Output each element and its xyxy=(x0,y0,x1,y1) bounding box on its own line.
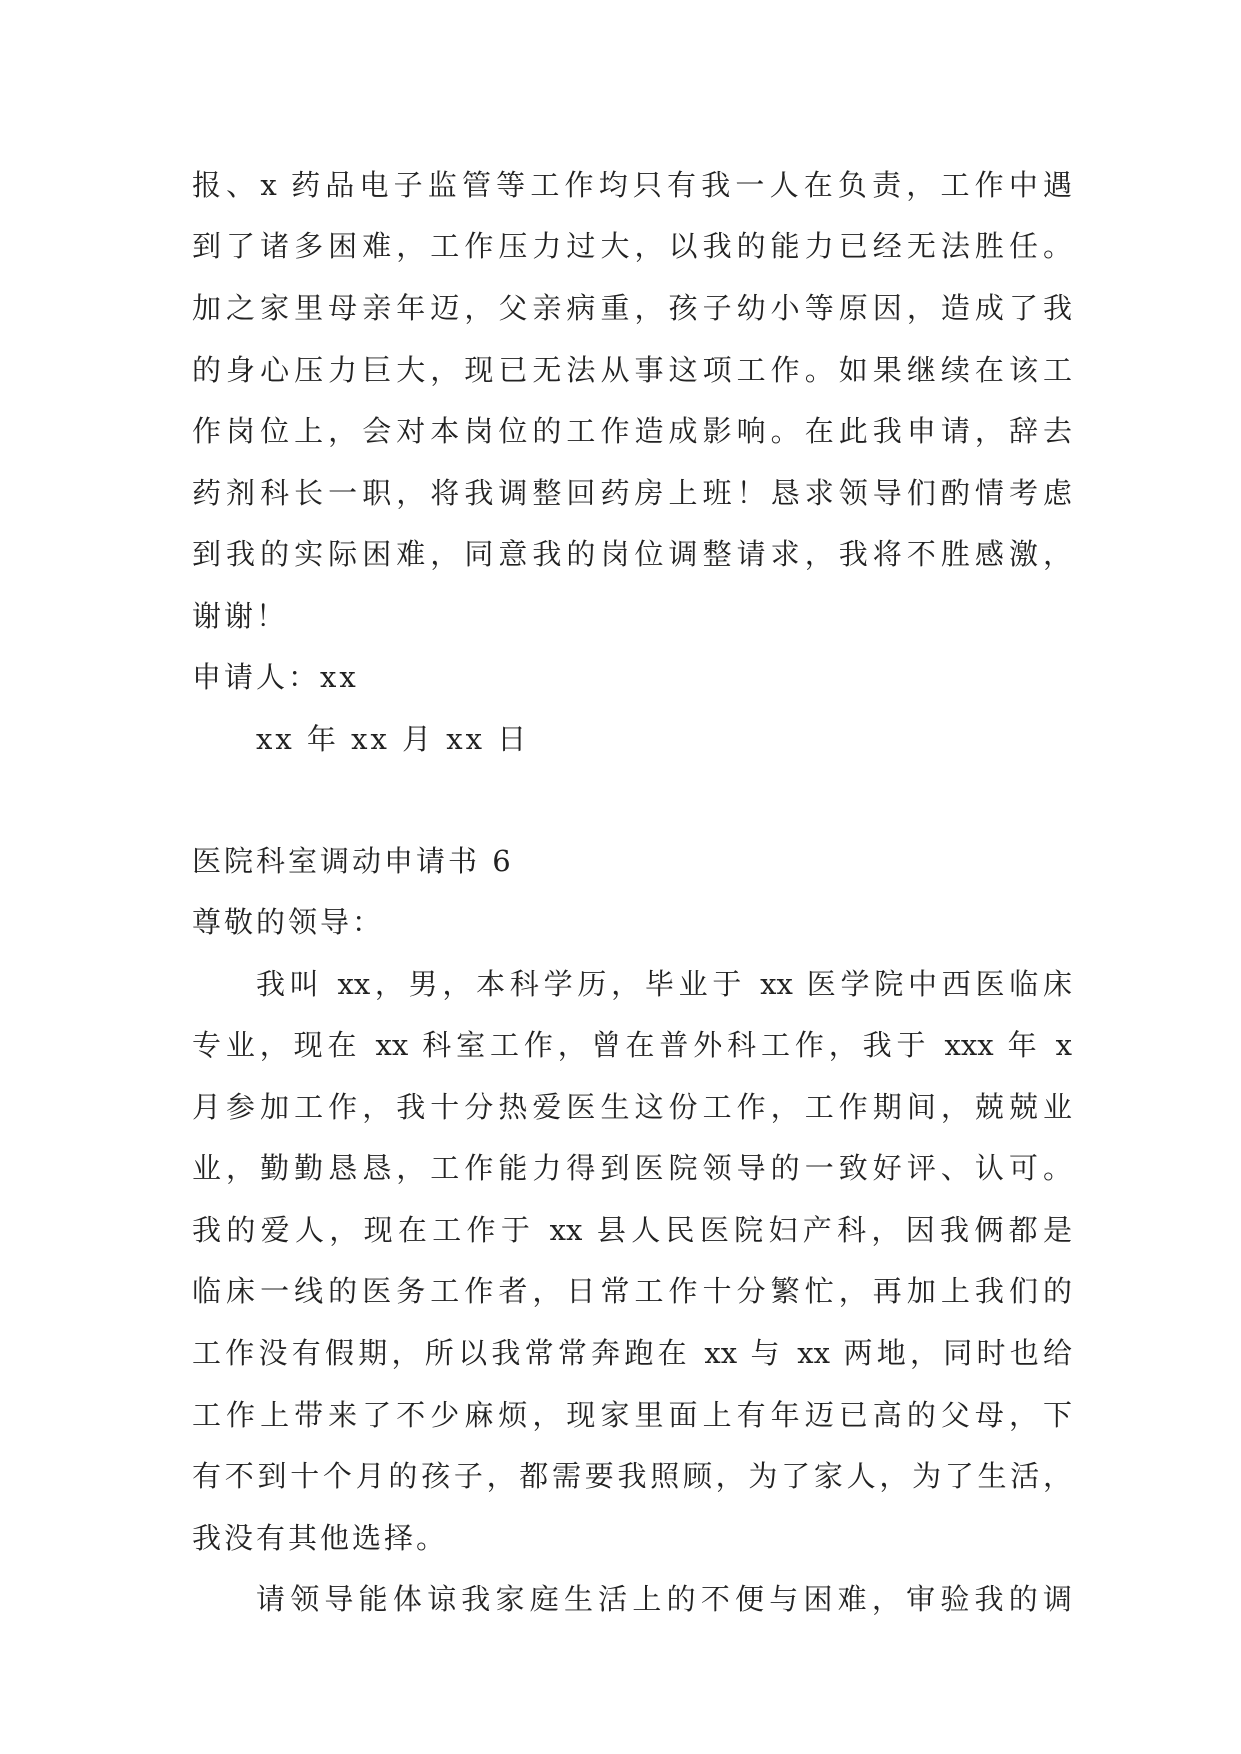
paragraph-line: 谢谢！ xyxy=(192,599,289,633)
paragraph-line: 到了诸多困难，工作压力过大，以我的能力已经无法胜任。 xyxy=(192,229,1072,263)
paragraph-line: 报、x 药品电子监管等工作均只有我一人在负责，工作中遇 xyxy=(192,168,1072,202)
salutation: 尊敬的领导： xyxy=(192,905,385,939)
paragraph-line: 我叫 xx，男，本科学历，毕业于 xx 医学院中西医临床 xyxy=(256,967,1072,1001)
paragraph-line: 专业，现在 xx 科室工作，曾在普外科工作，我于 xxx 年 x xyxy=(192,1028,1072,1062)
paragraph-line: 我没有其他选择。 xyxy=(192,1521,449,1555)
paragraph-line: 的身心压力巨大，现已无法从事这项工作。如果继续在该工 xyxy=(192,353,1072,387)
paragraph-line: 月参加工作，我十分热爱医生这份工作，工作期间，兢兢业 xyxy=(192,1090,1072,1124)
paragraph-line: 我的爱人，现在工作于 xx 县人民医院妇产科，因我俩都是 xyxy=(192,1213,1072,1247)
applicant-signature: 申请人：xx xyxy=(192,660,359,694)
paragraph-line: 工作上带来了不少麻烦，现家里面上有年迈已高的父母，下 xyxy=(192,1398,1072,1432)
paragraph-line: 加之家里母亲年迈，父亲病重，孩子幼小等原因，造成了我 xyxy=(192,291,1072,325)
paragraph-line: 有不到十个月的孩子，都需要我照顾，为了家人，为了生活， xyxy=(192,1459,1072,1493)
paragraph-line: 药剂科长一职，将我调整回药房上班！恳求领导们酌情考虑 xyxy=(192,476,1072,510)
section-title: 医院科室调动申请书 6 xyxy=(192,844,514,878)
paragraph-line: 请领导能体谅我家庭生活上的不便与困难，审验我的调 xyxy=(256,1582,1072,1616)
paragraph-line: 到我的实际困难，同意我的岗位调整请求，我将不胜感激， xyxy=(192,537,1072,571)
paragraph-line: 临床一线的医务工作者，日常工作十分繁忙，再加上我们的 xyxy=(192,1274,1072,1308)
signature-date: xx 年 xx 月 xx 日 xyxy=(256,722,530,756)
paragraph-line: 工作没有假期，所以我常常奔跑在 xx 与 xx 两地，同时也给 xyxy=(192,1336,1072,1370)
paragraph-line: 业，勤勤恳恳，工作能力得到医院领导的一致好评、认可。 xyxy=(192,1151,1072,1185)
paragraph-line: 作岗位上，会对本岗位的工作造成影响。在此我申请，辞去 xyxy=(192,414,1072,448)
